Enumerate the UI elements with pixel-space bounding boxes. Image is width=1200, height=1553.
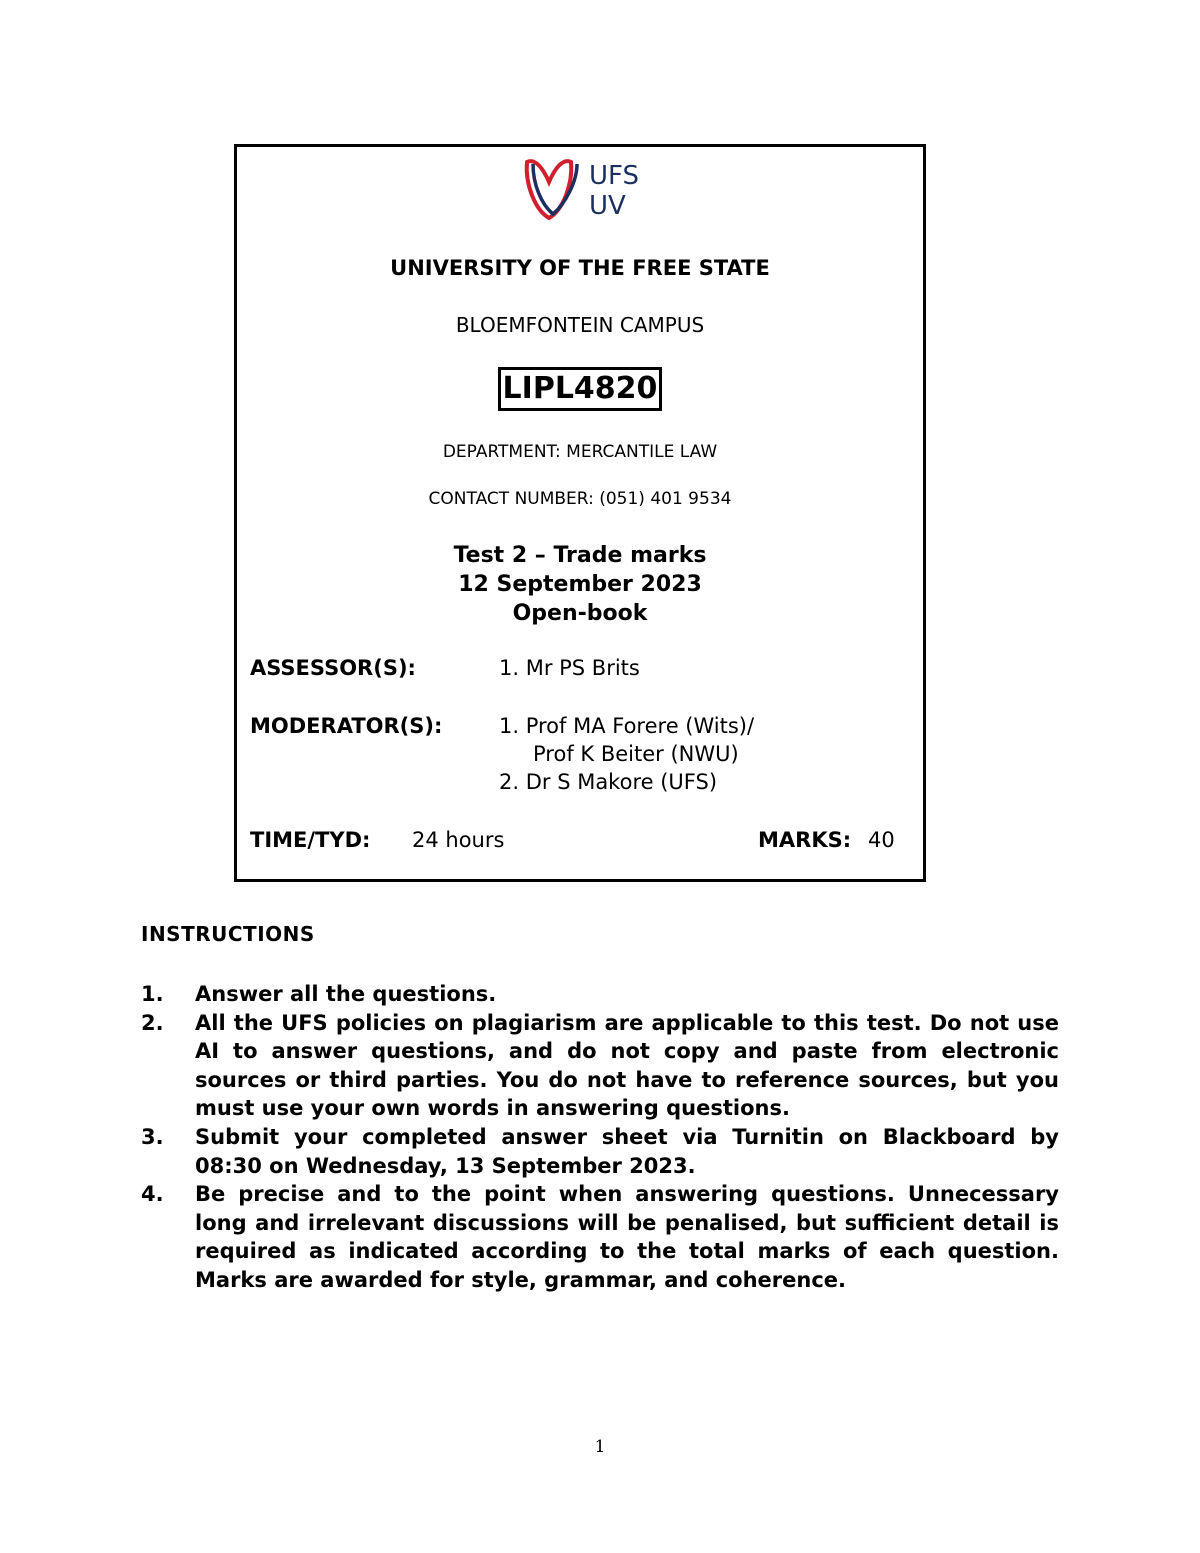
- university-name: UNIVERSITY OF THE FREE STATE: [390, 256, 770, 280]
- marks-value: 40: [868, 828, 895, 852]
- assessor-label: ASSESSOR(S):: [250, 656, 416, 680]
- module-code-wrap: [234, 367, 926, 411]
- instructions-list: [141, 980, 1059, 1295]
- ufs-logo: [519, 154, 649, 222]
- instruction-text: Submit your completed answer sheet via Turnitin on Blackboard by 08:30 on Wednesday, 13 September 2023.: [195, 1124, 1059, 1178]
- test-date: 12 September 2023: [458, 572, 702, 597]
- instruction-item: [141, 1009, 1059, 1123]
- instruction-text: Answer all the questions.: [195, 982, 497, 1006]
- marks-label: MARKS:: [758, 828, 852, 852]
- instruction-item: [141, 1180, 1059, 1294]
- instruction-item: [141, 980, 1059, 1009]
- logo-text-uv: UV: [589, 191, 626, 221]
- instruction-item: [141, 1123, 1059, 1180]
- logo-text-ufs: UFS: [589, 161, 640, 191]
- time-label: TIME/TYD:: [250, 828, 371, 852]
- time-value: 24 hours: [412, 828, 505, 852]
- instruction-number: 4.: [141, 1182, 164, 1207]
- module-code: LIPL4820: [498, 367, 663, 411]
- contact-number: CONTACT NUMBER: (051) 401 9534: [428, 489, 732, 509]
- test-mode: Open-book: [512, 601, 648, 626]
- moderator-label: MODERATOR(S):: [250, 714, 443, 738]
- moderator-1b: Prof K Beiter (NWU): [533, 742, 739, 766]
- moderator-1a: 1. Prof MA Forere (Wits)/: [499, 714, 755, 738]
- department: DEPARTMENT: MERCANTILE LAW: [442, 442, 718, 462]
- instruction-number: 3.: [141, 1124, 164, 1149]
- instruction-text: Be precise and to the point when answering questions. Unnecessary long and irrelevant discussions will be penalised, but sufficient detail is required as indicated according to the total marks of each question. Marks are awarded for style, grammar, and coherence.: [195, 1182, 1059, 1292]
- instruction-number: 1.: [141, 982, 164, 1006]
- campus-name: BLOEMFONTEIN CAMPUS: [455, 313, 705, 337]
- test-title: Test 2 – Trade marks: [453, 543, 707, 568]
- instruction-number: 2.: [141, 1010, 164, 1035]
- test-info: [234, 541, 926, 628]
- assessor-1: 1. Mr PS Brits: [499, 656, 640, 680]
- instructions-heading: INSTRUCTIONS: [141, 922, 315, 946]
- instruction-text: All the UFS policies on plagiarism are applicable to this test. Do not use AI to answer questions, and do not copy and paste from electronic sources or third parties. You do not have to reference sources, but you must use your own words in answering questions.: [195, 1010, 1059, 1121]
- page-number: 1: [594, 1437, 606, 1457]
- moderator-2: 2. Dr S Makore (UFS): [499, 770, 718, 794]
